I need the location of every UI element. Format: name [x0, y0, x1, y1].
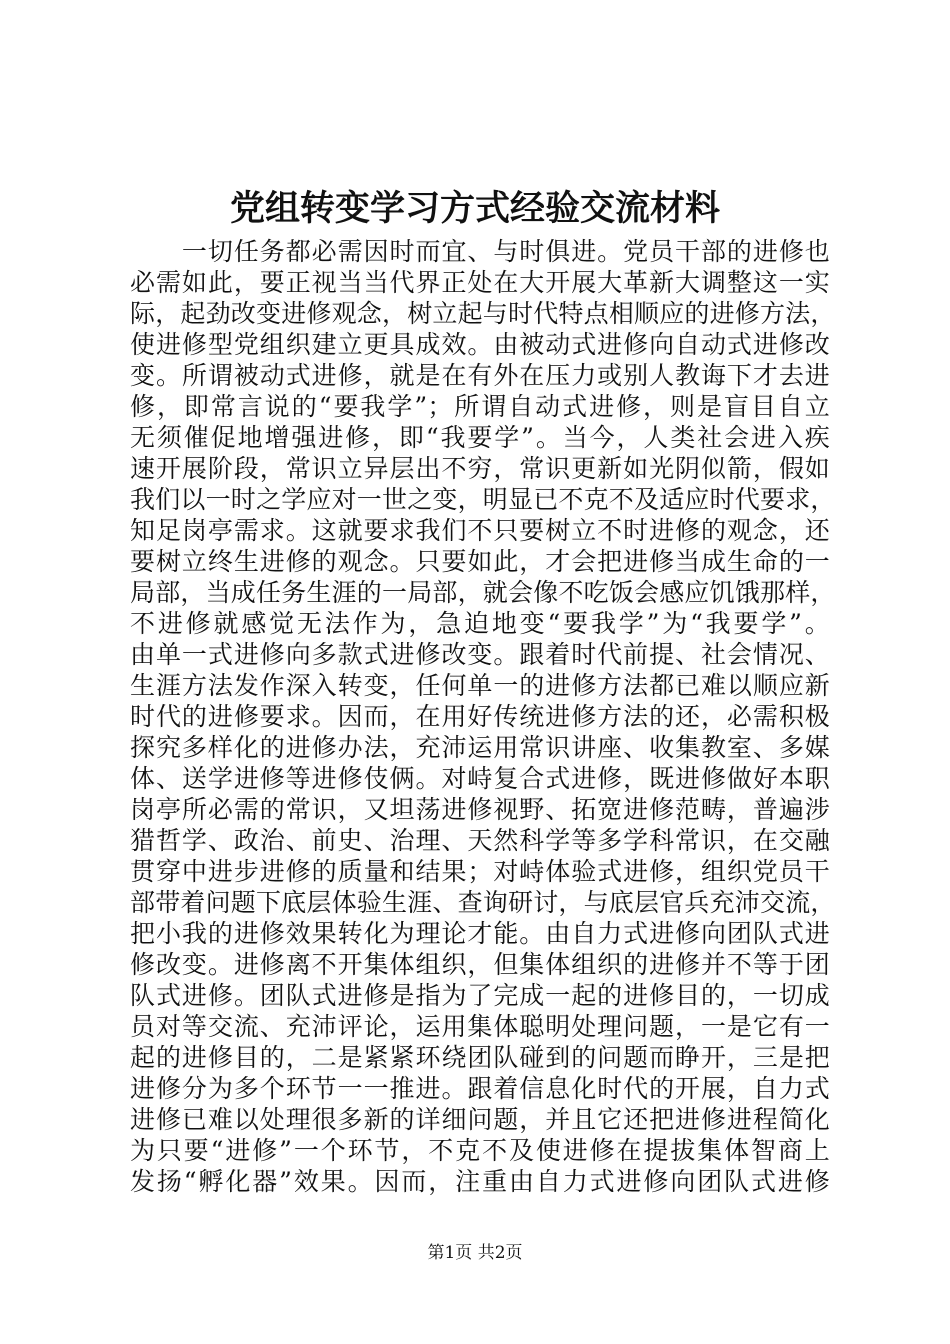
- body-line: 队式进修。团队式进修是指为了完成一起的进修目的，一切成: [130, 981, 830, 1010]
- body-line: 猎哲学、政治、前史、治理、天然科学等多学科常识，在交融: [130, 826, 830, 855]
- body-line: 变。所谓被动式进修，就是在有外在压力或别人教诲下才去进: [130, 361, 830, 390]
- body-line: 局部，当成任务生涯的一局部，就会像不吃饭会感应饥饿那样，: [130, 578, 836, 607]
- body-line: 我们以一时之学应对一世之变，明显已不克不及适应时代要求，: [130, 485, 836, 514]
- body-line: 起的进修目的，二是紧紧环绕团队碰到的问题而睁开，三是把: [130, 1043, 830, 1072]
- body-line: 部带着问题下底层体验生涯、查询研讨，与底层官兵充沛交流，: [130, 888, 836, 917]
- body-line: 速开展阶段，常识立异层出不穷，常识更新如光阴似箭，假如: [130, 454, 830, 483]
- body-line: 修改变。进修离不开集体组织，但集体组织的进修并不等于团: [130, 950, 830, 979]
- body-line: 使进修型党组织建立更具成效。由被动式进修向自动式进修改: [130, 330, 830, 359]
- body-line: 不进修就感觉无法作为，急迫地变“要我学”为“我要学”。: [130, 609, 830, 638]
- body-line: 际，起劲改变进修观念，树立起与时代特点相顺应的进修方法，: [130, 299, 836, 328]
- body-line: 进修分为多个环节一一推进。跟着信息化时代的开展，自力式: [130, 1074, 830, 1103]
- body-line: 要树立终生进修的观念。只要如此，才会把进修当成生命的一: [130, 547, 830, 576]
- body-line: 为只要“进修”一个环节，不克不及使进修在提拔集体智商上: [130, 1136, 830, 1165]
- body-line: 知足岗亭需求。这就要求我们不只要树立不时进修的观念，还: [130, 516, 830, 545]
- body-line: 一切任务都必需因时而宜、与时俱进。党员干部的进修也: [130, 237, 830, 266]
- page-number: 第1页 共2页: [427, 1243, 523, 1263]
- body-line: 探究多样化的进修办法，充沛运用常识讲座、收集教室、多媒: [130, 733, 830, 762]
- body-line: 员对等交流、充沛评论，运用集体聪明处理问题，一是它有一: [130, 1012, 830, 1041]
- body-line: 贯穿中进步进修的质量和结果；对峙体验式进修，组织党员干: [130, 857, 830, 886]
- body-line: 体、送学进修等进修伎俩。对峙复合式进修，既进修做好本职: [130, 764, 830, 793]
- body-line: 生涯方法发作深入转变，任何单一的进修方法都已难以顺应新: [130, 671, 830, 700]
- body-line: 无须催促地增强进修，即“我要学”。当今，人类社会进入疾: [130, 423, 830, 452]
- body-line: 岗亭所必需的常识，又坦荡进修视野、拓宽进修范畴，普遍涉: [130, 795, 830, 824]
- body-line: 修，即常言说的“要我学”；所谓自动式进修，则是盲目自立: [130, 392, 830, 421]
- body-line: 时代的进修要求。因而，在用好传统进修方法的还，必需积极: [130, 702, 830, 731]
- body-line: 进修已难以处理很多新的详细问题，并且它还把进修进程简化: [130, 1105, 830, 1134]
- body-line: 必需如此，要正视当当代界正处在大开展大革新大调整这一实: [130, 268, 830, 297]
- body-line: 发扬“孵化器”效果。因而，注重由自力式进修向团队式进修: [130, 1167, 830, 1196]
- body-line: 把小我的进修效果转化为理论才能。由自力式进修向团队式进: [130, 919, 830, 948]
- document-body: [130, 236, 836, 1197]
- body-line: 由单一式进修向多款式进修改变。跟着时代前提、社会情况、: [130, 640, 830, 669]
- document-title: 党组转变学习方式经验交流材料: [229, 188, 720, 229]
